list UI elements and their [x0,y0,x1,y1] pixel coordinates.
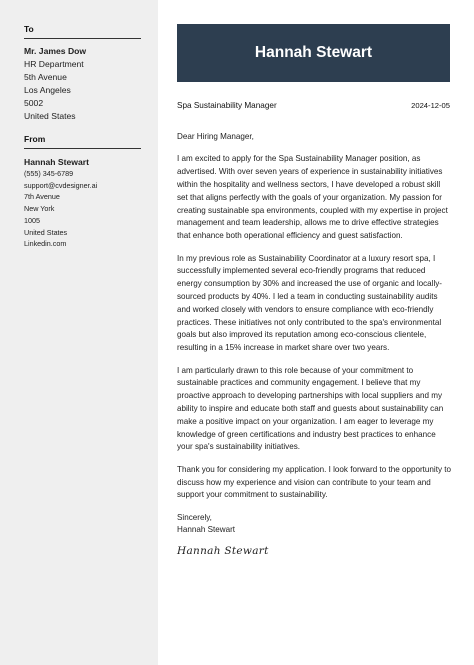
closing-block [177,512,451,538]
header-name: Hannah Stewart [254,44,373,61]
sender-linkedin: Linkedin.com [24,239,67,249]
sender-email: support@cvdesigner.ai [24,180,98,190]
paragraph-2: In my previous role as Sustainability Coordinator at a luxury resort spa, I successfully implemented several eco-friendly programs that reduced energy consumption by 30% and increased the use of organic and locally-sourced products by 40%. I led a team in conducting sustainability audits and worked closely with vendors to ensure compliance with eco-friendly practices. These initiatives not only contributed to the spa's environmental goals but also improved its reputation among eco-conscious clientele, resulting in a 15% increase in market share over two years. [177,253,443,353]
name-header [177,24,450,82]
sender-phone: (555) 345-6789 [24,169,74,178]
from-heading: From [24,134,141,149]
sender-zip: 1005 [24,215,40,225]
sidebar [0,0,158,665]
recipient-line: United States [24,111,76,121]
recipient-line: 5002 [24,98,44,108]
to-heading: To [24,24,141,39]
paragraph-1: I am excited to apply for the Spa Sustainability Manager position, as advertised. With over seven years of experience in sustainability initiatives within the hospitality and wellness sectors, I have developed a robust skill set that aligns perfectly with the goals of your organization. My passion for creating sustainable spa environments, coupled with my expertise in project management and team leadership, allows me to drive effective strategies that enhance both operational efficiency and guest satisfaction. [177,154,448,241]
recipient-address [24,45,141,123]
closing-name: Hannah Stewart [177,525,236,535]
recipient-line: 5th Avenue [24,72,67,82]
salutation: Dear Hiring Manager, [177,132,254,141]
sender-block [24,134,141,250]
closing-phrase: Sincerely, [177,512,212,522]
recipient-block [24,24,141,123]
signature: Hannah Stewart [177,545,269,558]
job-title: Spa Sustainability Manager [177,101,277,110]
letter-body [177,131,451,558]
recipient-line: HR Department [24,59,84,69]
sender-details [24,168,141,250]
paragraph-3: I am particularly drawn to this role because of your commitment to sustainable practices and community engagement. I believe that my proactive approach to developing partnerships with local suppliers and my ability to inspire and educate both staff and guests about sustainability can make a positive impact on your organization. I am eager to leverage my knowledge of green certifications and industry best practices to enhance your spa's sustainability initiatives. [177,365,444,452]
role-date-row [177,101,450,110]
sender-street: 7th Avenue [24,192,60,202]
letter-date: 2024-12-05 [411,101,450,110]
sender-name: Hannah Stewart [24,157,89,167]
recipient-name: Mr. James Dow [24,46,87,56]
paragraph-4: Thank you for considering my application. I look forward to the opportunity to discuss how my experience and vision can contribute to your team and support your commitment to sustainability. [177,464,451,500]
sender-city: New York [24,204,55,214]
sender-country: United States [24,227,68,237]
recipient-line: Los Angeles [24,85,71,95]
